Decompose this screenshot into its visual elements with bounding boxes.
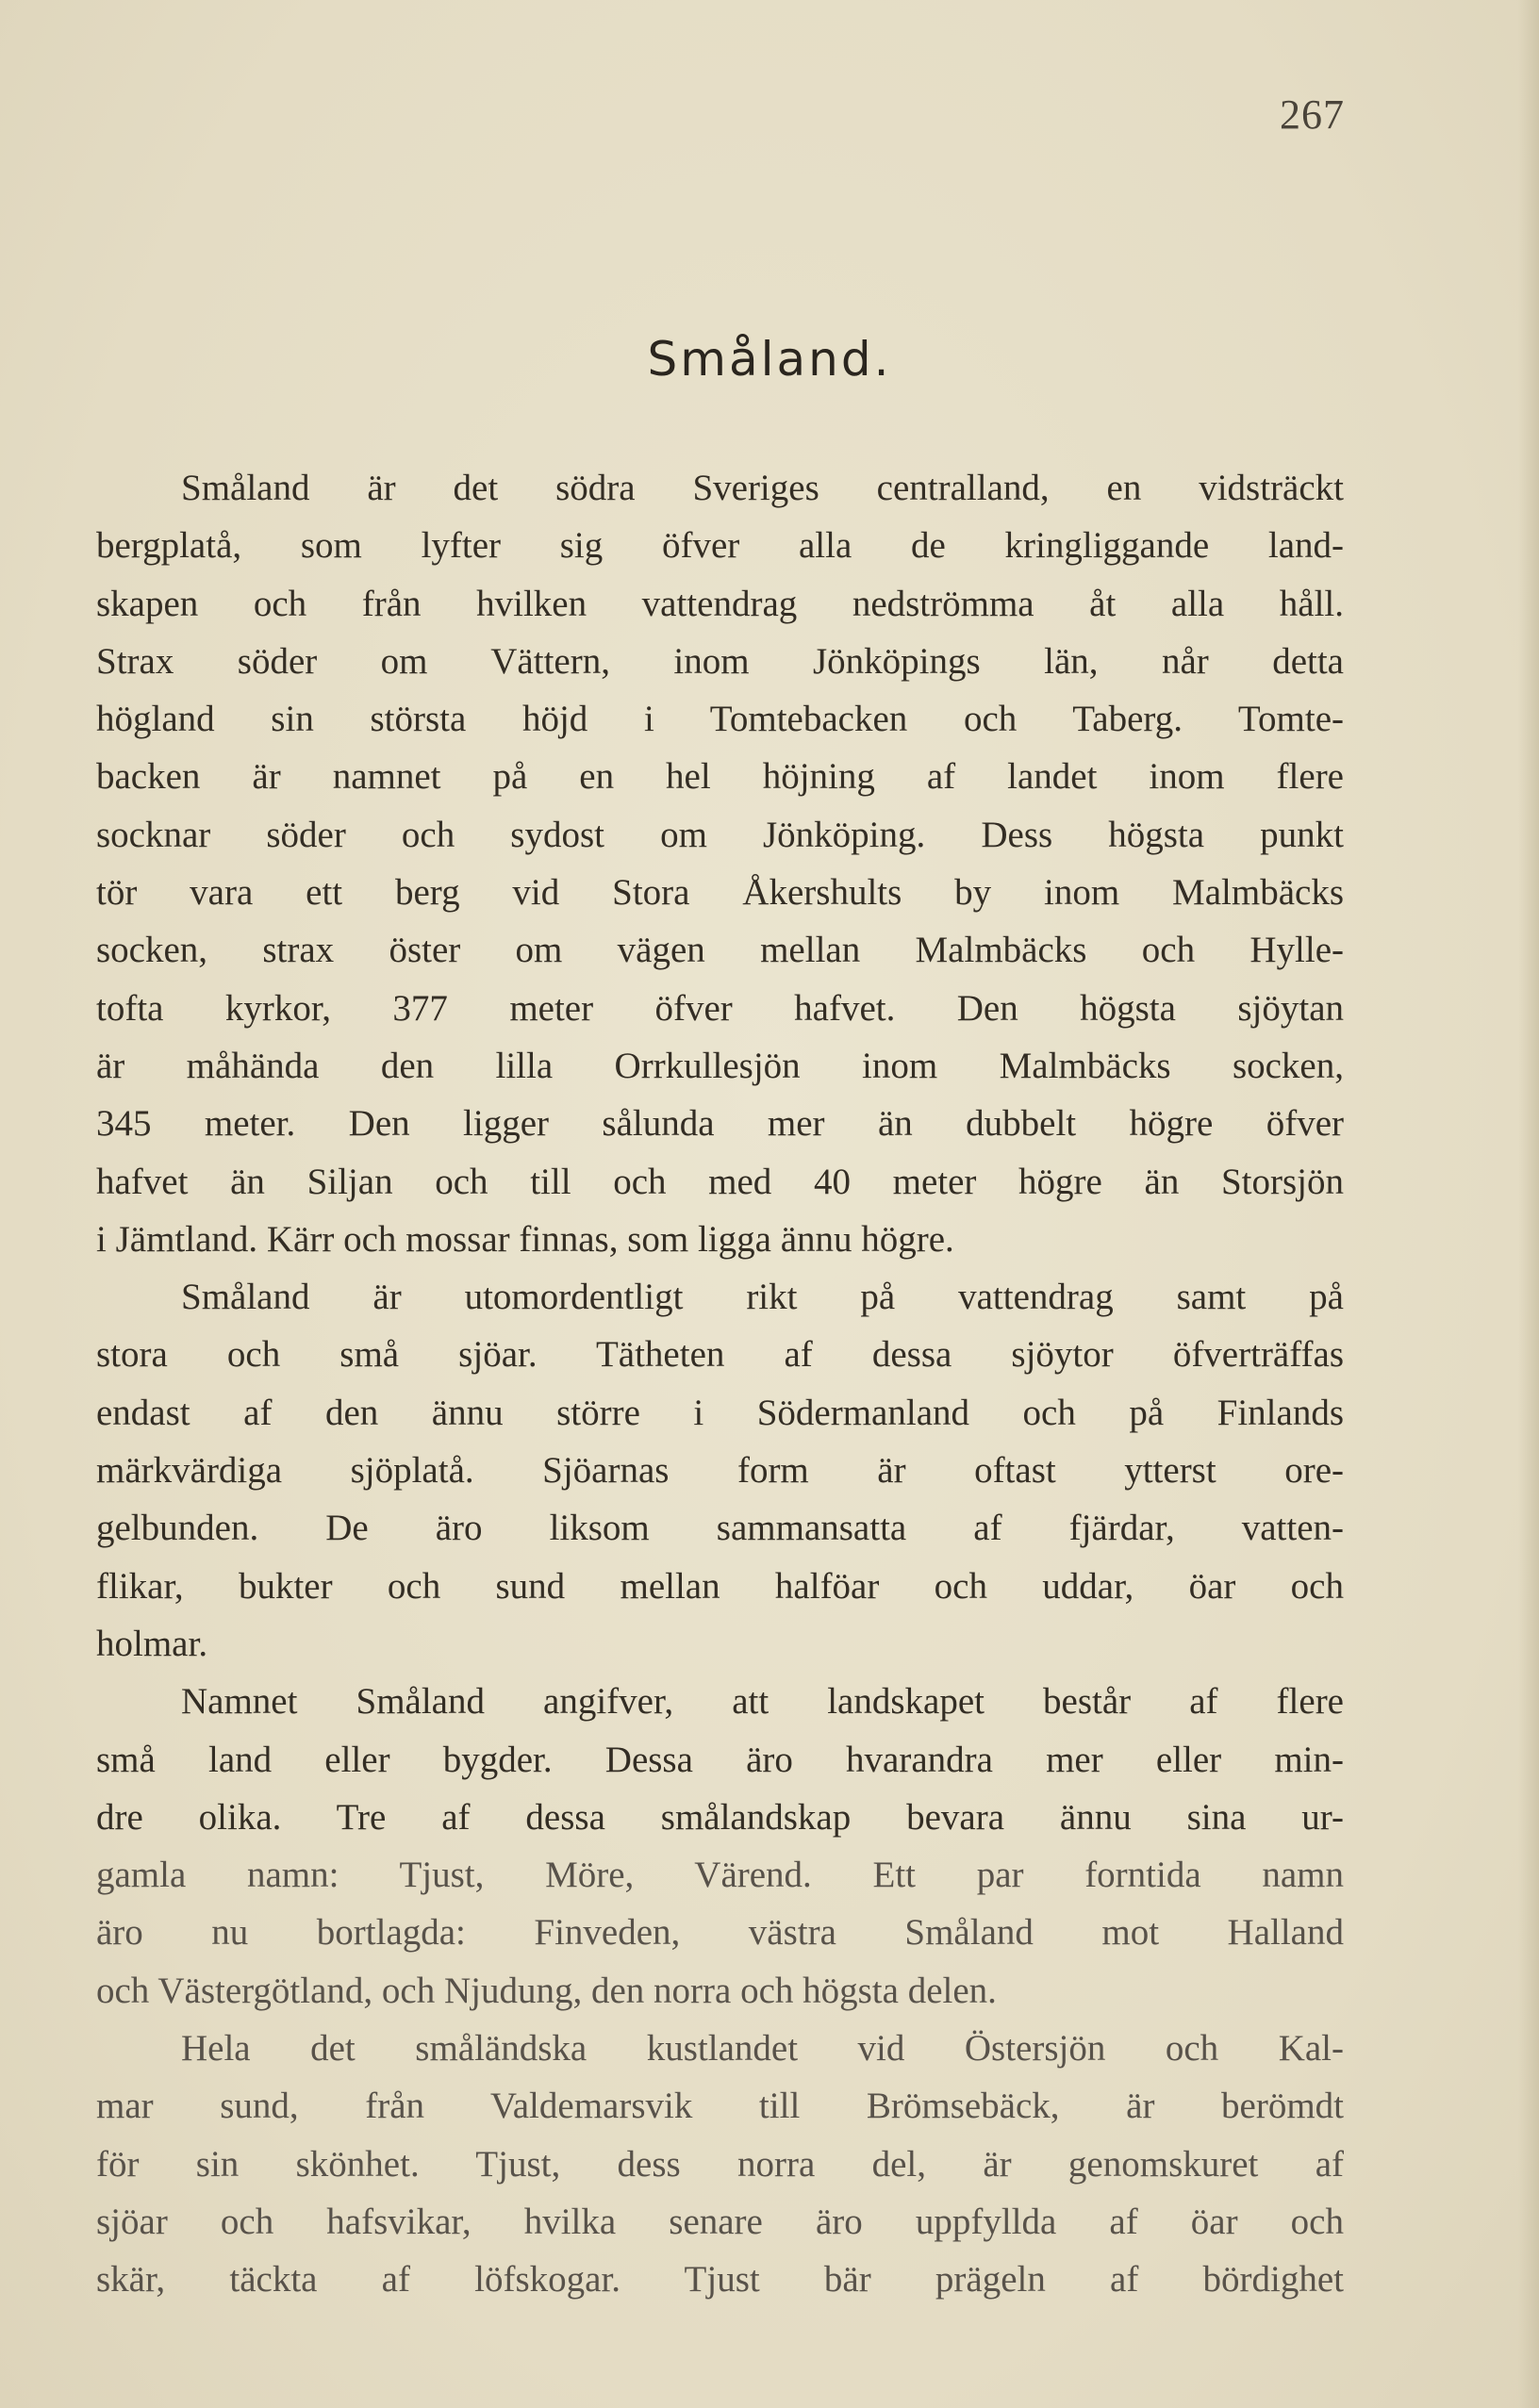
text-line: högland sin största höjd i Tomtebacken och Taberg. Tomte- [96,699,1344,740]
page-number: 267 [1280,91,1345,138]
text-line: gamla namn: Tjust, Möre, Värend. Ett par forntida namn [96,1855,1344,1896]
text-line: Strax söder om Vättern, inom Jönköpings län, når detta [96,640,1344,682]
body-text [96,459,1344,2309]
text-line: dre olika. Tre af dessa smålandskap bevara ännu sina ur- [96,1796,1344,1838]
text-line: 345 meter. Den ligger sålunda mer än dubbelt högre öfver [96,1103,1344,1145]
text-line: backen är namnet på en hel höjning af landet inom flere [96,756,1344,798]
text-line: Hela det småländska kustlandet vid Östersjön och Kal- [181,2028,1344,2070]
chapter-title: Småland. [647,332,892,387]
text-line: är måhända den lilla Orrkullesjön inom Malmbäcks socken, [96,1045,1344,1086]
text-line: för sin skönhet. Tjust, dess norra del, är genomskuret af [96,2143,1344,2185]
text-line: skapen och från hvilken vattendrag nedströmma åt alla håll. [96,583,1344,624]
text-line: små land eller bygder. Dessa äro hvarandra mer eller min- [96,1739,1344,1780]
text-line: och Västergötland, och Njudung, den norra och högsta delen. [96,1970,997,2011]
text-line: stora och små sjöar. Tätheten af dessa sjöytor öfverträffas [96,1334,1344,1376]
text-line: socknar söder och sydost om Jönköping. Dess högsta punkt [96,814,1344,855]
text-line: skär, täckta af löfskogar. Tjust bär prägeln af bördighet [96,2259,1344,2301]
text-line: flikar, bukter och sund mellan halföar och uddar, öar och [96,1565,1344,1607]
text-line: märkvärdiga sjöplatå. Sjöarnas form är oftast ytterst ore- [96,1450,1344,1492]
text-line: holmar. [96,1623,208,1664]
text-line: äro nu bortlagda: Finveden, västra Småland mot Halland [96,1912,1344,1954]
text-line: tör vara ett berg vid Stora Åkershults by inom Malmbäcks [96,872,1344,914]
text-line: i Jämtland. Kärr och mossar finnas, som ligga ännu högre. [96,1218,954,1260]
text-line: Namnet Småland angifver, att landskapet består af flere [181,1681,1344,1723]
text-line: gelbunden. De äro liksom sammansatta af fjärdar, vatten- [96,1508,1344,1549]
text-line: Småland är utomordentligt rikt på vattendrag samt på [181,1277,1344,1318]
text-line: mar sund, från Valdemarsvik till Brömsebäck, är berömdt [96,2086,1344,2127]
text-line: sjöar och hafsvikar, hvilka senare äro uppfyllda af öar och [96,2201,1344,2242]
text-line: hafvet än Siljan och till och med 40 meter högre än Storsjön [96,1161,1344,1202]
text-line: bergplatå, som lyfter sig öfver alla de kringliggande land- [96,525,1344,567]
text-line: tofta kyrkor, 377 meter öfver hafvet. Den högsta sjöytan [96,987,1344,1029]
text-line: socken, strax öster om vägen mellan Malmbäcks och Hylle- [96,930,1344,971]
text-line: endast af den ännu större i Södermanland och på Finlands [96,1392,1344,1433]
text-line: Småland är det södra Sveriges centralland, en vidsträckt [181,468,1344,508]
